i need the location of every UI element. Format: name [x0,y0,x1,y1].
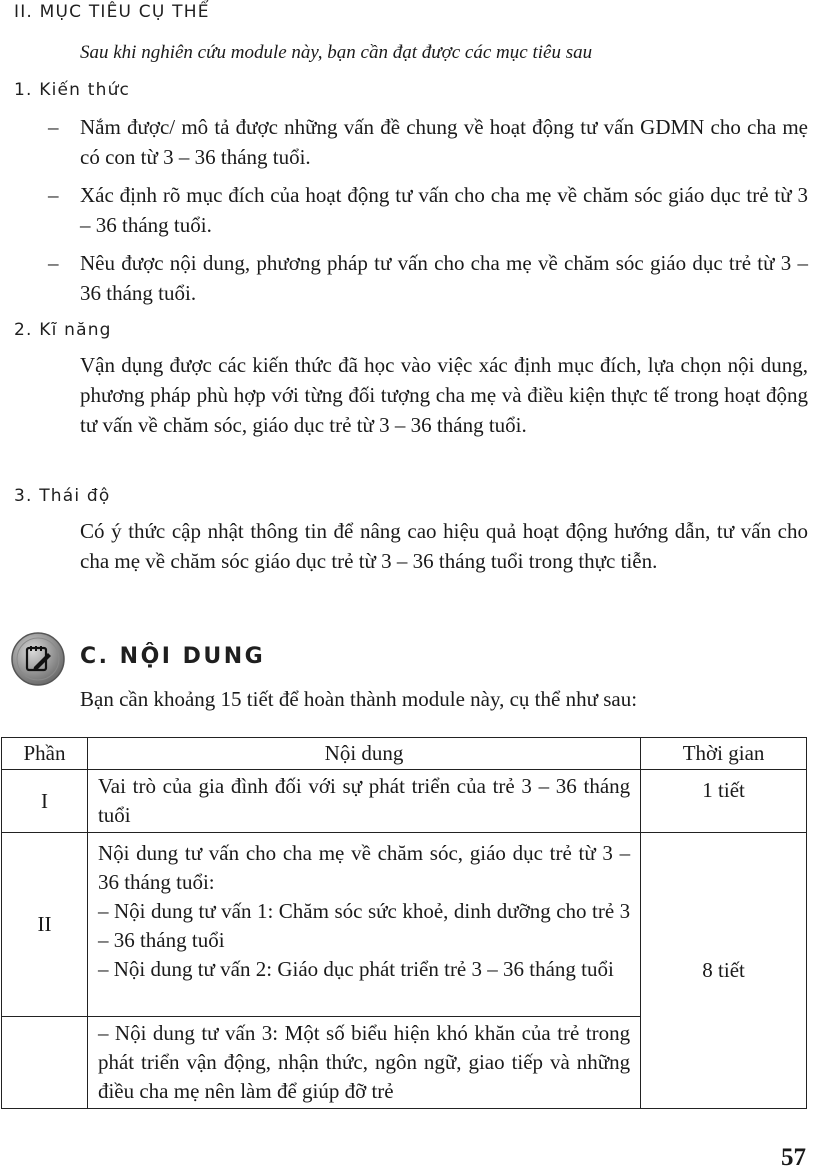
attitude-heading: 3. Thái độ [14,486,111,506]
table-row [2,770,807,833]
list-item: – Nắm được/ mô tả được những vấn đề chung về hoạt động tư vấn GDMN cho cha mẹ có con từ 3 – 36 tháng tuổi. [48,115,808,169]
cell-content: Nội dung tư vấn cho cha mẹ về chăm sóc, giáo dục trẻ từ 3 – 36 tháng tuổi: – Nội dung tư vấn 1: Chăm sóc sức khoẻ, dinh dưỡng cho trẻ 3 – 36 tháng tuổi – Nội dung tư vấn 2: Giáo dục phát triển trẻ 3 – 36 tháng tuổi [87,833,640,1017]
list-item: – Nêu được nội dung, phương pháp tư vấn cho cha mẹ về chăm sóc giáo dục trẻ từ 3 – 36 tháng tuổi. [48,251,808,305]
knowledge-heading: 1. Kiến thức [14,80,131,100]
skills-heading: 2. Kĩ năng [14,320,112,340]
cell-content: Vai trò của gia đình đối với sự phát triển của trẻ 3 – 36 tháng tuổi [87,770,640,833]
page-number: 57 [781,1144,806,1171]
cell-time: 8 tiết [641,833,807,1109]
cell-part: I [2,770,88,833]
cell-time: 1 tiết [641,770,807,833]
attitude-text: Có ý thức cập nhật thông tin để nâng cao hiệu quả hoạt động hướng dẫn, tư vấn cho cha mẹ về chăm sóc giáo dục trẻ từ 3 – 36 tháng tuổi trong thực tiễn. [80,519,808,573]
knowledge-list [48,112,808,316]
cell-part: II [2,833,88,1017]
table-header-row [2,738,807,770]
schedule-table [1,737,807,1109]
content-section-intro: Bạn cần khoảng 15 tiết để hoàn thành module này, cụ thể như sau: [80,687,638,711]
table-row [2,833,807,1017]
section-title: II. MỤC TIÊU CỤ THỂ [14,2,210,22]
cell-part [2,1017,88,1109]
header-part: Phần [2,738,88,770]
pencil-note-icon [10,631,66,687]
header-content: Nội dung [87,738,640,770]
header-time: Thời gian [641,738,807,770]
list-item: – Xác định rõ mục đích của hoạt động tư vấn cho cha mẹ về chăm sóc giáo dục trẻ từ 3 – 36 tháng tuổi. [48,183,808,237]
content-section-title: C. NỘI DUNG [80,644,266,669]
cell-content: – Nội dung tư vấn 3: Một số biểu hiện khó khăn của trẻ trong phát triển vận động, nhận thức, ngôn ngữ, giao tiếp và những điều cha mẹ nên làm để giúp đỡ trẻ [87,1017,640,1109]
section-intro: Sau khi nghiên cứu module này, bạn cần đạt được các mục tiêu sau [80,42,593,63]
skills-text: Vận dụng được các kiến thức đã học vào việc xác định mục đích, lựa chọn nội dung, phương pháp phù hợp với từng đối tượng cha mẹ và điều kiện thực tế trong hoạt động tư vấn về chăm sóc, giáo dục trẻ từ 3 – 36 tháng tuổi. [80,353,808,437]
